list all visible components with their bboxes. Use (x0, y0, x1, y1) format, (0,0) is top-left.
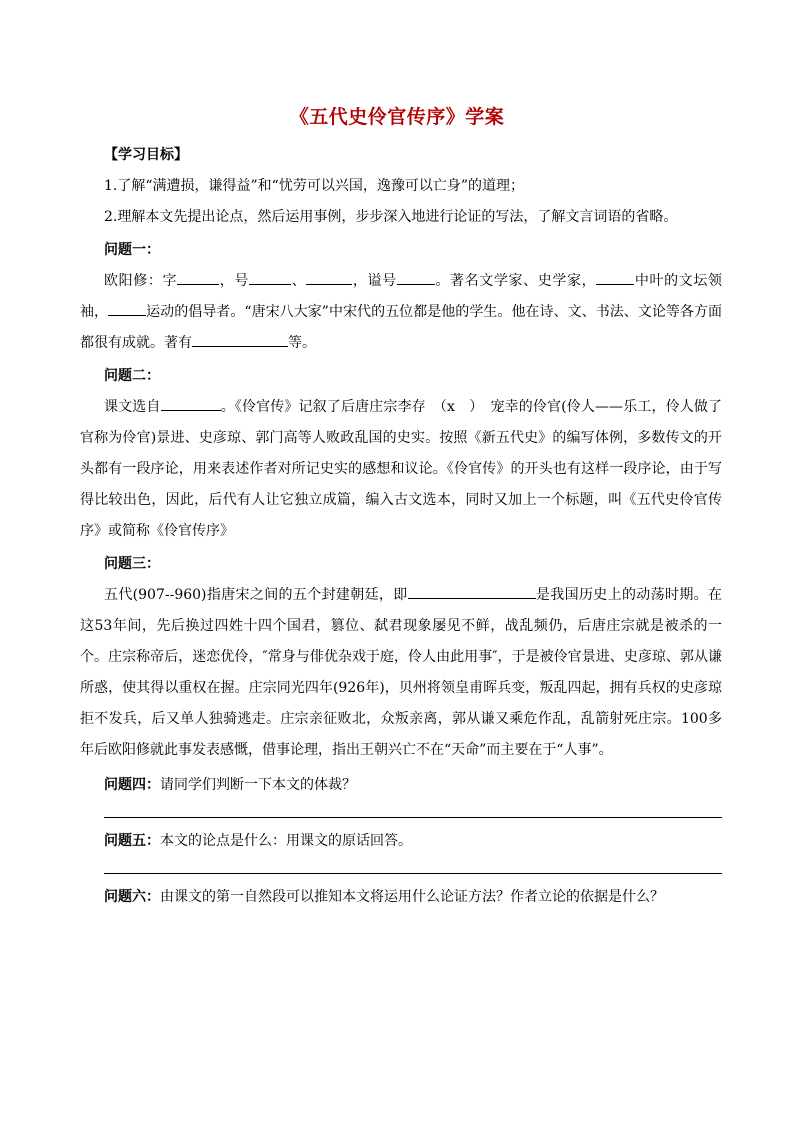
objective-item-1: 1.了解“满遭损，谦得益”和“忧劳可以兴国，逸豫可以亡身”的道理； (104, 178, 524, 194)
q1-text-4: ，谥号 (352, 273, 397, 289)
document-body (80, 140, 722, 913)
q5-answer-line[interactable] (104, 857, 722, 874)
fill-blank-pseudonym-2[interactable] (306, 270, 352, 285)
q4-text: 请同学们判断一下本文的体裁？ (160, 777, 356, 793)
q2-text-2: 。《伶官传》记叙了后唐庄宗李存 （x ） 宠幸的伶官(伶人——乐工，伶人做了官称为伶官)景进、史彦琼、郭门高等人败政乱国的史实。按照《新五代史》的编写体例，多数传文的开头都有一段序论，用来表述作者对所记史实的感想和议论。《伶官传》的开头也有这样一段序论，由于写得比较出色，因此，后代有人让它独立成篇，编入古文选本，同时又加上一个标题，叫《五代史伶官传序》或简称《伶官传序》 (80, 399, 723, 539)
q4-paragraph (80, 770, 722, 801)
fill-blank-five-dynasties[interactable] (408, 584, 536, 599)
q3-text-2: 是我国历史上的动荡时期。在这53年间，先后换过四姓十四个国君，篡位、弑君现象屡见不鲜，战乱频仍，后唐庄宗就是被杀的一个。庄宗称帝后，迷恋优伶，″常身与俳优杂戏于庭，伶人由此用事″，于是被伶官景进、史彦琼、郭从谦所惑，使其得以重权在握。庄宗同光四年(926年)，贝州将领皇甫晖兵变，叛乱四起，拥有兵权的史彦琼拒不发兵，后又单人独骑逃走。庄宗亲征败北，众叛亲离，郭从谦又乘危作乱，乱箭射死庄宗。100多年后欧阳修就此事发表感慨，借事论理，指出王朝兴亡不在“天命”而主要在于“人事”。 (80, 587, 723, 758)
q6-label: 问题六： (104, 889, 160, 905)
q1-label: 问题一： (104, 242, 160, 258)
fill-blank-dynasty[interactable] (596, 270, 634, 285)
q1-text-7: 运动的倡导者。“唐宋八大家”中宋代的五位都是他的学生。他在诗、文、书法、文论等各方面都很有成就。著有 (80, 304, 723, 351)
q1-text-1: 欧阳修：字 (104, 273, 178, 289)
q1-text-2: ，号 (219, 273, 249, 289)
q5-text: 本文的论点是什么：用课文的原话回答。 (160, 833, 412, 849)
page-title: 《五代史伶官传序》学案 (289, 106, 505, 128)
q4-label: 问题四： (104, 777, 160, 793)
q1-text-8: 等。 (288, 335, 316, 351)
q6-paragraph (80, 882, 722, 913)
q5-label: 问题五： (104, 833, 160, 849)
q5-paragraph (80, 826, 722, 857)
fill-blank-source[interactable] (161, 396, 221, 411)
fill-blank-movement[interactable] (108, 301, 146, 316)
q3-paragraph (80, 580, 722, 766)
objective-item-2: 2.理解本文先提出论点，然后运用事例，步步深入地进行论证的写法，了解文言词语的省略。 (104, 209, 678, 225)
q1-text-5: 。著名文学家、史学家， (434, 273, 597, 289)
fill-blank-pseudonym-1[interactable] (249, 270, 291, 285)
q4-answer-line[interactable] (104, 801, 722, 818)
fill-blank-posthumous-name[interactable] (397, 270, 435, 285)
fill-blank-courtesy-name[interactable] (177, 270, 219, 285)
q1-text-3: 、 (291, 273, 307, 289)
q3-text-1: 五代(907--960)指唐宋之间的五个封建朝廷，即 (104, 587, 408, 603)
q6-text: 由课文的第一自然段可以推知本文将运用什么论证方法？作者立论的依据是什么？ (160, 889, 664, 905)
objectives-heading: 【学习目标】 (104, 147, 188, 163)
q2-paragraph (80, 392, 722, 547)
q1-text-6: 中叶的文坛领袖， (80, 273, 722, 320)
q2-label: 问题二： (104, 368, 160, 384)
q1-paragraph (80, 266, 722, 359)
q3-label: 问题三： (104, 556, 160, 572)
fill-blank-works[interactable] (192, 332, 288, 347)
q2-text-1: 课文选自 (104, 399, 161, 415)
